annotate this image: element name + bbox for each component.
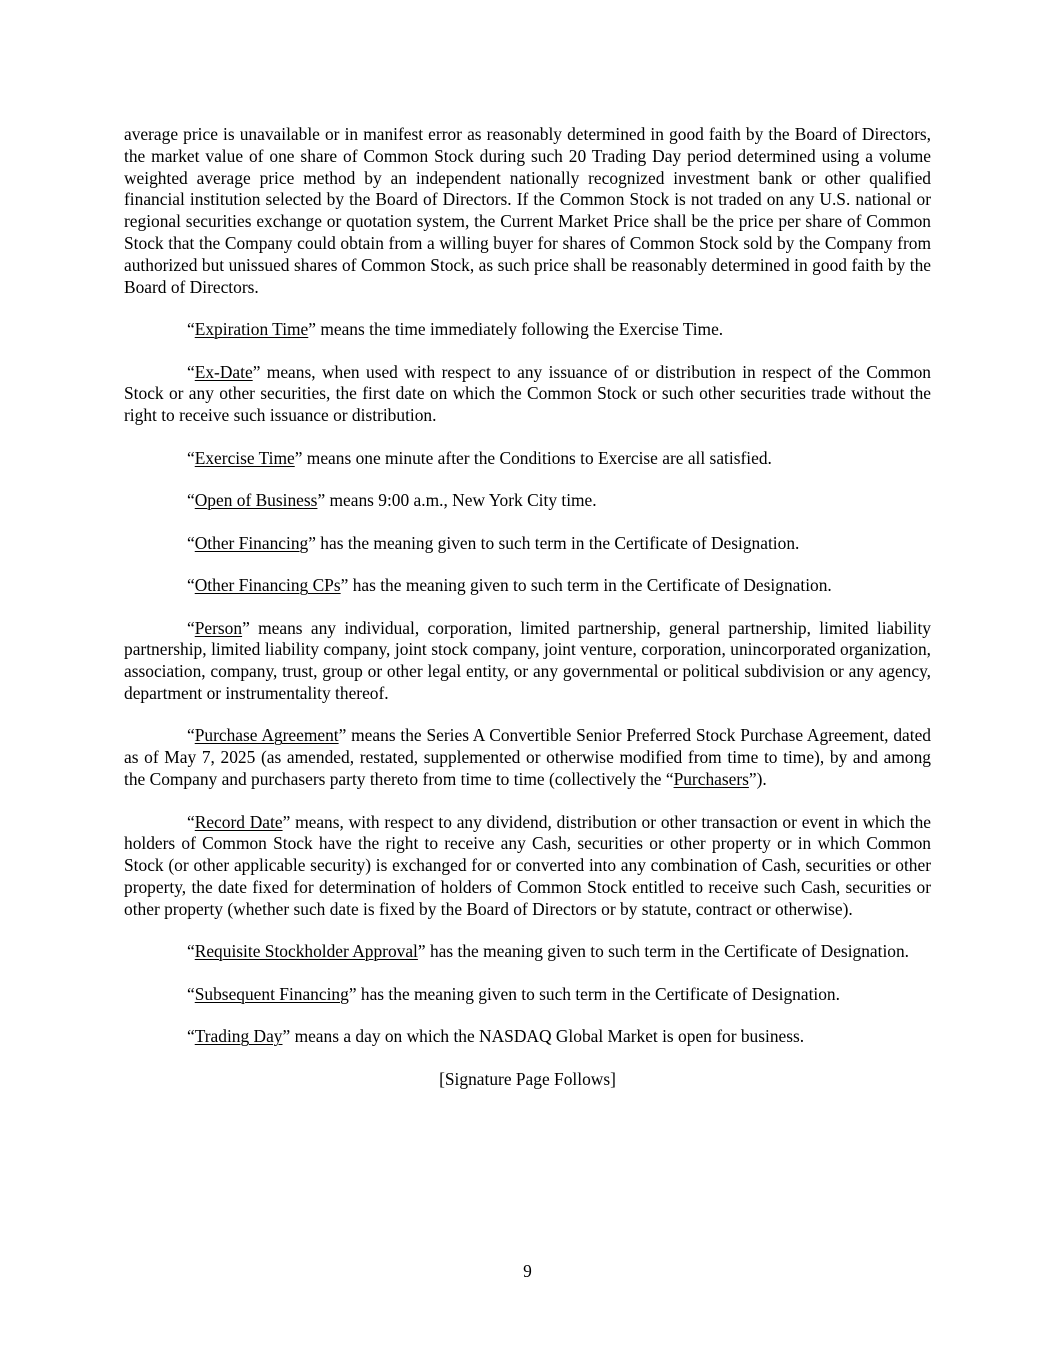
definition-person: “Person” means any individual, corporation, limited partnership, general partnership, limited liability partnership, limited liability company, joint stock company, joint venture, corporation, unincorporated organization, association, company, trust, group or other legal entity, or any governmental or political subdivision or any agency, department or instrumentality thereof. — [124, 617, 931, 703]
definition-text: ” means 9:00 a.m., New York City time. — [317, 490, 597, 511]
defined-term: Trading Day — [194, 1026, 283, 1047]
definition-text: ” means the Series A Convertible Senior Preferred Stock Purchase Agreement, dated as of May 7, 2025 (as amended, restated, supplemented or otherwise modified from time to time), by and among the Company and purchasers party thereto from time to time (collectively the “ — [124, 725, 931, 790]
defined-term-purchasers: Purchasers — [673, 769, 749, 790]
definition-text: ” has the meaning given to such term in the Certificate of Designation. — [348, 983, 840, 1004]
definition-trading-day: “Trading Day” means a day on which the NASDAQ Global Market is open for business. — [187, 1026, 805, 1047]
signature-page-follows: [Signature Page Follows] — [439, 1068, 616, 1089]
definition-exercise-time: “Exercise Time” means one minute after the Conditions to Exercise are all satisfied. — [187, 447, 772, 468]
defined-term: Requisite Stockholder Approval — [194, 941, 418, 962]
definition-other-financing: “Other Financing” has the meaning given to such term in the Certificate of Designation. — [187, 532, 800, 553]
defined-term: Open of Business — [194, 490, 318, 511]
definition-subsequent-financing: “Subsequent Financing” has the meaning given to such term in the Certificate of Designation. — [187, 983, 840, 1004]
page-body — [124, 124, 931, 1111]
defined-term: Purchase Agreement — [194, 725, 339, 746]
definition-text: ” means, with respect to any dividend, distribution or other transaction or event in which the holders of Common Stock have the right to receive any Cash, securities or other property or in which Common Stock (or other applicable security) is exchanged for or converted into any combination of Cash, securities or other property, the date fixed for determination of holders of Common Stock entitled to receive such Cash, securities or other property (whether such date is fixed by the Board of Directors or by statute, contract or otherwise). — [124, 811, 931, 919]
definition-ex-date: “Ex-Date” means, when used with respect to any issuance of or distribution in respect of the Common Stock or any other securities, the first date on which the Common Stock or such other securities trade without the right to receive such issuance or distribution. — [124, 361, 931, 426]
page-number: 9 — [523, 1261, 532, 1281]
intro-paragraph: average price is unavailable or in manifest error as reasonably determined in good faith by the Board of Directors, the market value of one share of Common Stock during such 20 Trading Day period determined using a volume weighted average price method by an independent nationally recognized investment bank or other qualified financial institution selected by the Board of Directors. If the Common Stock is not traded on any U.S. national or regional securities exchange or quotation system, the Current Market Price shall be the price per share of Common Stock that the Company could obtain from a willing buyer for shares of Common Stock sold by the Company from authorized but unissued shares of Common Stock, as such price shall be reasonably determined in good faith by the Board of Directors. — [124, 124, 931, 297]
definition-text: ” means a day on which the NASDAQ Global Market is open for business. — [282, 1026, 805, 1047]
definition-text: ” has the meaning given to such term in the Certificate of Designation. — [340, 575, 832, 596]
definition-text: ” means the time immediately following the Exercise Time. — [308, 319, 724, 340]
defined-term: Other Financing CPs — [194, 575, 341, 596]
defined-term: Expiration Time — [194, 319, 309, 340]
definition-expiration-time: “Expiration Time” means the time immediately following the Exercise Time. — [187, 319, 724, 340]
definition-requisite-stockholder-approval: “Requisite Stockholder Approval” has the meaning given to such term in the Certificate of Designation. — [187, 941, 910, 962]
definition-other-financing-cps: “Other Financing CPs” has the meaning given to such term in the Certificate of Designation. — [187, 575, 832, 596]
defined-term: Exercise Time — [194, 447, 295, 468]
definition-open-of-business: “Open of Business” means 9:00 a.m., New York City time. — [187, 490, 597, 511]
definition-text: ” means, when used with respect to any issuance of or distribution in respect of the Common Stock or any other securities, the first date on which the Common Stock or such other securities trade without the right to receive such issuance or distribution. — [124, 361, 931, 426]
defined-term: Person — [194, 617, 243, 638]
definition-text: ” has the meaning given to such term in the Certificate of Designation. — [308, 532, 800, 553]
defined-term: Record Date — [194, 811, 283, 832]
defined-term: Subsequent Financing — [194, 983, 349, 1004]
definition-text-closing: ”). — [748, 769, 767, 790]
definition-purchase-agreement: “Purchase Agreement” means the Series A Convertible Senior Preferred Stock Purchase Agreement, dated as of May 7, 2025 (as amended, restated, supplemented or otherwise modified from time to time), by and among the Company and purchasers party thereto from time to time (collectively the “Purchasers”). — [124, 725, 931, 790]
definition-text: ” has the meaning given to such term in the Certificate of Designation. — [417, 941, 910, 962]
defined-term: Ex-Date — [194, 361, 253, 382]
definition-text: ” means any individual, corporation, limited partnership, general partnership, limited liability partnership, limited liability company, joint stock company, joint venture, corporation, unincorporated organization, association, company, trust, group or other legal entity, or any governmental or political subdivision or any agency, department or instrumentality thereof. — [124, 617, 931, 703]
definition-text: ” means one minute after the Conditions to Exercise are all satisfied. — [294, 447, 772, 468]
defined-term: Other Financing — [194, 532, 309, 553]
definition-record-date: “Record Date” means, with respect to any dividend, distribution or other transaction or event in which the holders of Common Stock have the right to receive any Cash, securities or other property or in which Common Stock (or other applicable security) is exchanged for or converted into any combination of Cash, securities or other property, the date fixed for determination of holders of Common Stock entitled to receive such Cash, securities or other property (whether such date is fixed by the Board of Directors or by statute, contract or otherwise). — [124, 811, 931, 919]
